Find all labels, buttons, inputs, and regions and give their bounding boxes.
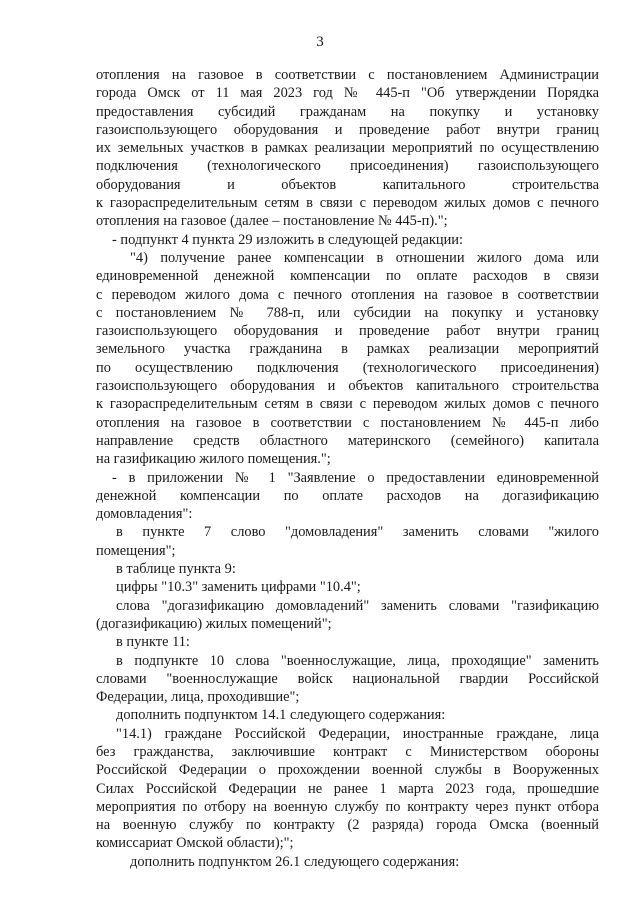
text-line: отопления на газовое (далее – постановление № 445-п)."; bbox=[96, 213, 448, 230]
text-line: Федерации, лица, проходившие"; bbox=[96, 689, 300, 706]
text-line: подключения (технологического присоединения) газоиспользующего bbox=[96, 158, 599, 175]
text-line: на газификацию жилого помещения."; bbox=[96, 451, 331, 468]
text-line: отопления на газовое в соответствии с постановлением Администрации bbox=[96, 67, 599, 83]
text-line: словами "военнослужащие войск национальной гвардии Российской bbox=[96, 670, 599, 687]
text-line: помещения"; bbox=[96, 542, 176, 559]
text-line: дополнить подпунктом 26.1 следующего содержания: bbox=[130, 853, 460, 870]
text-line: отопления на газовое в соответствии с постановлением № 445-п либо bbox=[96, 414, 599, 431]
text-line: в таблице пункта 9: bbox=[116, 561, 236, 578]
text-line: города Омск от 11 мая 2023 год № 445-п "Об утверждении Порядка bbox=[96, 85, 599, 102]
text-line: в пункте 7 слово "домовладения" заменить словами "жилого bbox=[116, 524, 599, 541]
text-line: Силах Российской Федерации не ранее 1 марта 2023 года, прошедшие bbox=[96, 780, 599, 797]
text-line: домовладения": bbox=[96, 506, 193, 523]
text-line: в пункте 11: bbox=[116, 634, 190, 651]
text-line: "14.1) граждане Российской Федерации, иностранные граждане, лица bbox=[116, 725, 599, 742]
text-line: в подпункте 10 слова "военнослужащие, лица, проходящие" заменить bbox=[116, 652, 599, 669]
text-line: - в приложении № 1 "Заявление о предоставлении единовременной bbox=[112, 469, 599, 486]
text-line: слова "догазификацию домовладений" заменить словами "газификацию bbox=[116, 597, 599, 614]
text-line: на военную службу по контракту (2 разряда) города Омска (военный bbox=[96, 817, 599, 834]
text-line: комиссариат Омской области);"; bbox=[96, 835, 294, 852]
text-line: с переводом жилого дома с печного отопления на газовое в соответствии bbox=[96, 286, 599, 303]
text-line: единовременной денежной компенсации по оплате расходов в связи bbox=[96, 268, 599, 285]
text-line: газоиспользующего оборудования и проведение работ внутри границ bbox=[96, 323, 599, 340]
text-line: направление средств областного материнского (семейного) капитала bbox=[96, 432, 599, 449]
text-line: - подпункт 4 пункта 29 изложить в следующей редакции: bbox=[112, 231, 463, 248]
text-line: дополнить подпунктом 14.1 следующего содержания: bbox=[116, 707, 446, 724]
text-line: с постановлением № 788-п, или субсидии на покупку и установку bbox=[96, 304, 599, 321]
text-line: цифры "10.3" заменить цифрами "10.4"; bbox=[116, 579, 361, 596]
document-text bbox=[96, 66, 599, 871]
text-line: газоиспользующего оборудования и проведение работ внутри границ bbox=[96, 121, 599, 138]
text-line: (догазификацию) жилых помещений"; bbox=[96, 615, 332, 632]
text-line: оборудования и объектов капитального строительства bbox=[96, 176, 599, 193]
text-line: Российской Федерации о прохождении военной службы в Вооруженных bbox=[96, 762, 599, 779]
text-line: без гражданства, заключившие контракт с Министерством обороны bbox=[96, 743, 599, 760]
text-line: мероприятия по отбору на военную службу по контракту через пункт отбора bbox=[96, 798, 599, 815]
text-line: к газораспределительным сетям в связи с переводом жилых домов с печного bbox=[96, 396, 599, 413]
text-line: их земельных участков в рамках реализации мероприятий по осуществлению bbox=[96, 140, 599, 157]
text-line: денежной компенсации по оплате расходов на догазификацию bbox=[96, 487, 599, 504]
text-line: газоиспользующего оборудования и объектов капитального строительства bbox=[96, 378, 599, 395]
text-line: по осуществлению подключения (технологического присоединения) bbox=[96, 359, 599, 376]
page-number: 3 bbox=[316, 34, 324, 50]
text-line: земельного участка гражданина в рамках реализации мероприятий bbox=[96, 341, 599, 358]
text-line: предоставления субсидий гражданам на покупку и установку bbox=[96, 103, 599, 120]
text-line: "4) получение ранее компенсации в отношении жилого дома или bbox=[130, 249, 599, 266]
text-line: к газораспределительным сетям в связи с переводом жилых домов с печного bbox=[96, 195, 599, 212]
